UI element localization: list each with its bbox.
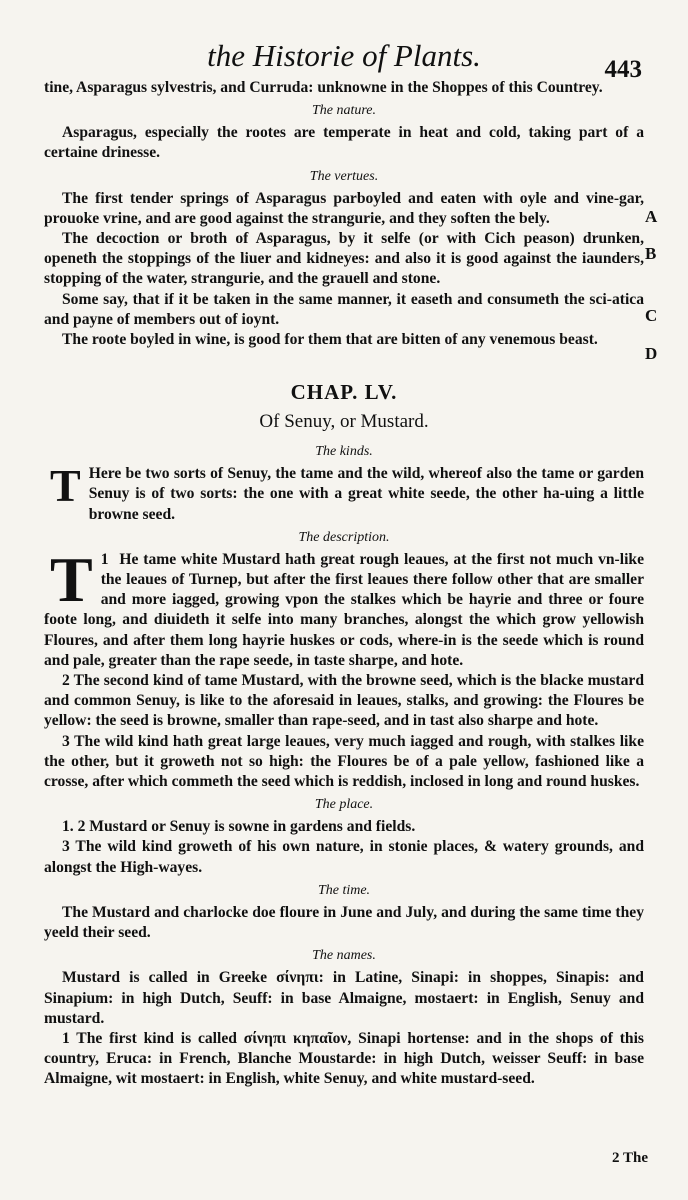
margin-letter-d: D bbox=[645, 344, 658, 363]
place-heading: The place. bbox=[314, 797, 374, 813]
nature-heading: The nature. bbox=[311, 103, 377, 119]
names-2: 1 The first kind is called σίνηπι κηπαῖον, Sinapi hortense: and in the shops of this country, Eruca: in French, Blanche Moustarde: in high Dutch, weisser Seuff: in base Almaigne, wit mostaert: in English, white Senuy, and white mustard-seed. bbox=[44, 1029, 644, 1088]
names-heading: The names. bbox=[312, 948, 376, 964]
kinds-paragraph bbox=[44, 460, 644, 525]
vertue-a: The first tender springs of Asparagus parboyled and eaten with oyle and vine-gar, prouoke vrine, and are good against the strangurie, and they soften the bely. bbox=[44, 189, 644, 227]
vertues-heading: The vertues. bbox=[309, 168, 379, 184]
catchword: 2 The bbox=[612, 1150, 648, 1166]
main-text bbox=[44, 78, 644, 1090]
description-3: 3 The wild kind hath great large leaues, very much iagged and rough, with stalkes like the other, but it groweth not so high: the Floures be of a pale yellow, fashioned like a crosse, after which commeth the seed which is reddish, inclosed in long and round huskes. bbox=[44, 732, 644, 791]
nature-text: Asparagus, especially the rootes are temperate in heat and cold, taking part of a certaine drinesse. bbox=[44, 124, 644, 162]
names-1: Mustard is called in Greeke σίνηπι: in Latine, Sinapi: in shoppes, Sinapis: and Sinapium: in high Dutch, Seuff: in base Almaigne, mostaert: in English, Senuy and mustard. bbox=[44, 969, 644, 1027]
kinds-dropcap: T bbox=[50, 460, 81, 512]
description-heading: The description. bbox=[298, 529, 390, 545]
vertue-b: The decoction or broth of Asparagus, by it selfe (or with Cich peason) drunken, openeth the stoppings of the liuer and kidneyes: and also it is good against the iaunders, stopping of the water, strangurie, and the grauell and stone. bbox=[44, 230, 644, 288]
kinds-text: Here be two sorts of Senuy, the tame and the wild, whereof also the tame or garden Senuy is of two sorts: the one with a great white seede, the other ha-uing a little browne seed. bbox=[88, 465, 644, 523]
place-2: 3 The wild kind groweth of his own nature, in stonie places, & watery grounds, and alongst the High-wayes. bbox=[44, 838, 644, 876]
vertue-d: The roote boyled in wine, is good for them that are bitten of any venemous beast. bbox=[62, 331, 598, 349]
margin-letter-a: A bbox=[645, 207, 658, 226]
description-1-number: 1 bbox=[100, 550, 109, 568]
chapter-number: CHAP. LV. bbox=[290, 380, 398, 405]
description-1-dropcap: T bbox=[50, 543, 93, 615]
running-title: the Historie of Plants. bbox=[207, 38, 481, 73]
time-text: The Mustard and charlocke doe floure in June and July, and during the same time they yeeld their seed. bbox=[44, 903, 644, 942]
section-intro: tine, Asparagus sylvestris, and Curruda: unknowne in the Shoppes of this Countrey. bbox=[44, 79, 603, 96]
kinds-heading: The kinds. bbox=[315, 444, 373, 460]
margin-letter-b: B bbox=[645, 244, 657, 263]
margin-letter-c: C bbox=[645, 306, 658, 325]
description-1 bbox=[44, 543, 644, 671]
place-1: 1. 2 Mustard or Senuy is sowne in gardens and fields. bbox=[62, 818, 416, 836]
chapter-title: Of Senuy, or Mustard. bbox=[259, 411, 429, 433]
page-number: 443 bbox=[604, 56, 642, 83]
vertue-c: Some say, that if it be taken in the same manner, it easeth and consumeth the sci-atica and payne of members out of ioynt. bbox=[44, 290, 644, 328]
description-1-text: He tame white Mustard hath great rough leaues, at the first not much vn-like the leaues of Turnep, but after the first leaues there follow other that are smaller and more iagged, growing vpon the stalkes which be hayrie and three or foure foote long, and diuideth it selfe into many branches, alongst the which grow yellowish Floures, and after them long hayrie huskes or cods, where-in is the seede which is round and pale, greater than the rape seede, in taste sharpe, and hote. bbox=[44, 550, 644, 669]
time-heading: The time. bbox=[317, 882, 371, 898]
description-2: 2 The second kind of tame Mustard, with the browne seed, which is the blacke mustard and common Senuy, is like to the aforesaid in leaues, stalks, and growing: the Floures be yellow: the seed is browne, smaller than rape-seed, and in tast also sharpe and hote. bbox=[44, 672, 644, 730]
